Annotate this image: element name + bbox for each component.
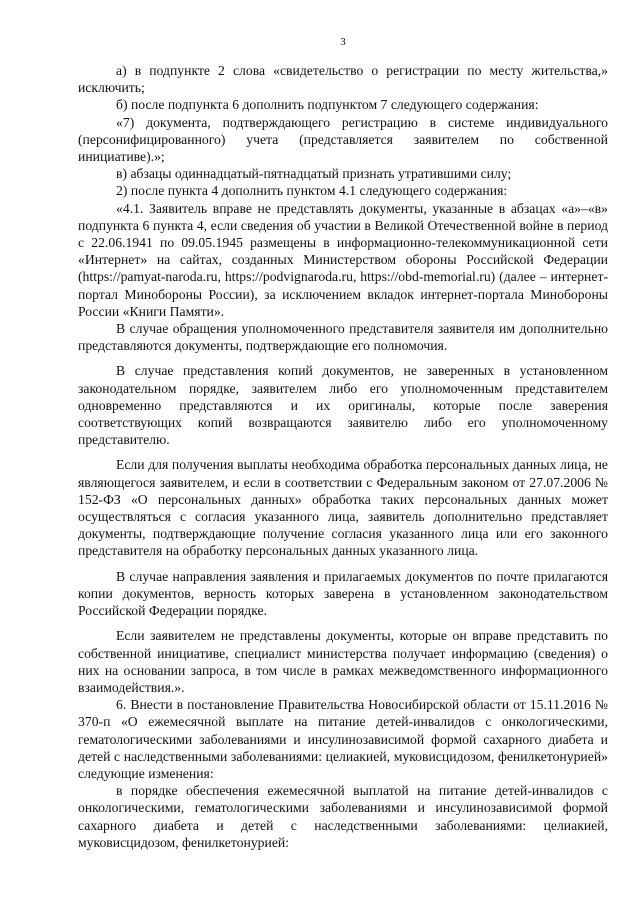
paragraph: в) абзацы одиннадцатый-пятнадцатый признать утратившими силу;	[116, 166, 512, 182]
paragraph: Если заявителем не представлены документы, которые он вправе представить по собственной инициативе, специалист министерства получает информацию (сведения) о них на основании запроса, в том числе в рамках межведомственного информационного взаимодействия.».	[78, 628, 608, 695]
paragraph: а) в подпункте 2 слова «свидетельство о регистрации по месту жительства,» исключить;	[78, 63, 608, 96]
paragraph: б) после подпункта 6 дополнить подпунктом 7 следующего содержания:	[116, 97, 539, 113]
document-body	[78, 62, 608, 851]
paragraph: «4.1. Заявитель вправе не представлять документы, указанные в абзацах «а»–«в» подпункта 6 пункта 4, если сведения об участии в Великой Отечественной войне в период с 22.06.1941 по 09.05.1945 размещены в информационно-телекоммуникационной сети «Интернет» на сайтах, созданных Министерством обороны Российской Федерации (https://pamyat-naroda.ru, https://podvignaroda.ru, https://obd-memorial.ru) (далее – интернет-портал Минобороны России), за исключением вкладок интернет-портала Минобороны России «Книги Памяти».	[78, 200, 608, 319]
paragraph: В случае обращения уполномоченного представителя заявителя им дополнительно представляются документы, подтверждающие его полномочия.	[78, 321, 608, 354]
paragraph: Если для получения выплаты необходима обработка персональных данных лица, не являющегося заявителем, и если в соответствии с Федеральным законом от 27.07.2006 № 152-ФЗ «О персональных данных» обработка таких персональных данных может осуществляться с согласия указанного лица, заявитель дополнительно представляет документы, подтверждающие получение согласия указанного лица или его законного представителя на обработку персональных данных указанного лица.	[78, 457, 608, 559]
paragraph: В случае представления копий документов, не заверенных в установленном законодательном порядке, заявителем либо его уполномоченным представителем одновременно представляются и их оригиналы, которые после заверения соответствующих копий возвращаются заявителю либо его уполномоченному представителю.	[78, 363, 608, 448]
paragraph: в порядке обеспечения ежемесячной выплатой на питание детей-инвалидов с онкологическими, гематологическими заболеваниями и инсулинозависимой формой сахарного диабета и детей с наследственными заболеваниями: целиакией, муковисцидозом, фенилкетонурией:	[78, 783, 608, 850]
paragraph: «7) документа, подтверждающего регистрацию в системе индивидуального (персонифицированного) учета (представляется заявителем по собственной инициативе).»;	[78, 114, 608, 165]
paragraph: В случае направления заявления и прилагаемых документов по почте прилагаются копии документов, верность которых заверена в установленном законодательством Российской Федерации порядке.	[78, 568, 608, 619]
paragraph: 2) после пункта 4 дополнить пунктом 4.1 следующего содержания:	[116, 183, 508, 199]
paragraph: 6. Внести в постановление Правительства Новосибирской области от 15.11.2016 № 370-п «О ежемесячной выплате на питание детей-инвалидов с онкологическими, гематологическими заболеваниями и инсулинозависимой формой сахарного диабета и детей с наследственными заболеваниями: целиакией, муковисцидозом, фенилкетонурией» следующие изменения:	[78, 697, 608, 781]
page-number: 3	[340, 36, 346, 48]
